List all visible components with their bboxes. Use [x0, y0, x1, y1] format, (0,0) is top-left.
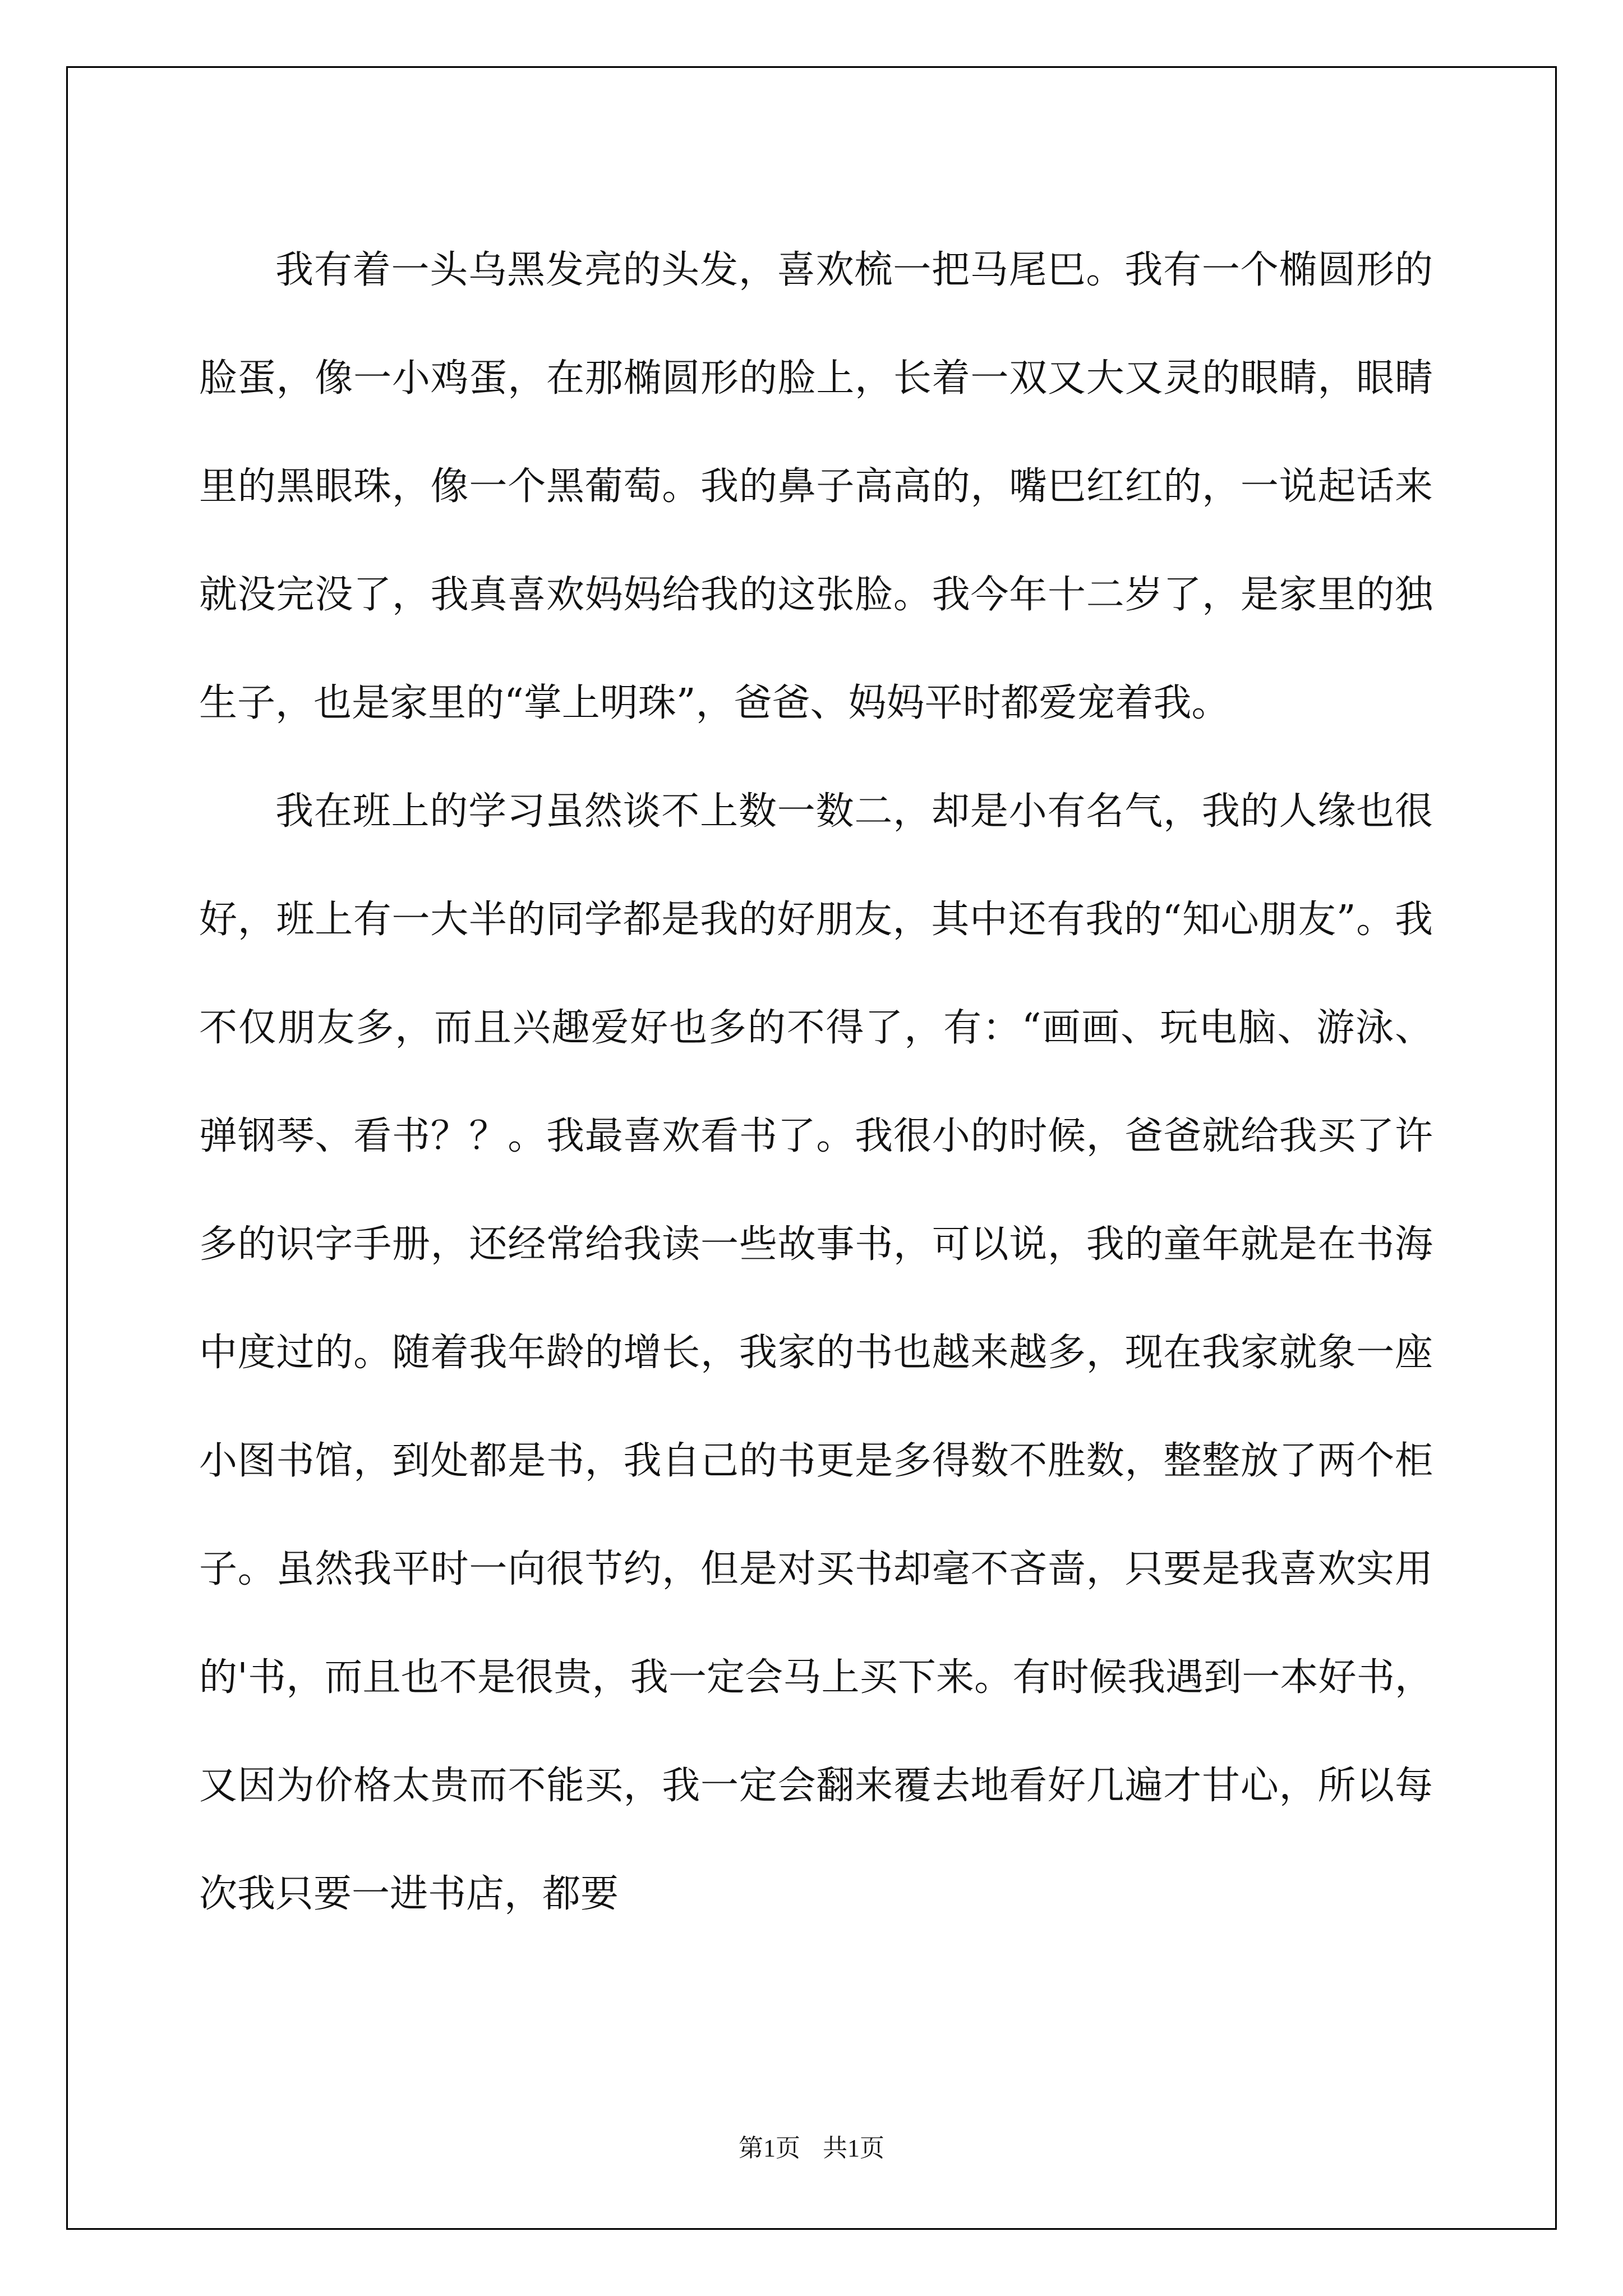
page-total: 共1页 — [823, 2134, 884, 2162]
document-body — [199, 216, 1433, 1948]
page-number: 第1页 — [739, 2134, 800, 2162]
page-footer — [0, 2132, 1623, 2165]
paragraph-1: 我有着一头乌黑发亮的头发，喜欢梳一把马尾巴。我有一个椭圆形的脸蛋，像一小鸡蛋，在那椭圆形的脸上，长着一双又大又灵的眼睛，眼睛里的黑眼珠，像一个黑葡萄。我的鼻子高高的，嘴巴红红的，一说起话来就没完没了，我真喜欢妈妈给我的这张脸。我今年十二岁了，是家里的独生子，也是家里的“掌上明珠”，爸爸、妈妈平时都爱宠着我。 — [199, 248, 1433, 725]
paragraph-2: 我在班上的学习虽然谈不上数一数二，却是小有名气，我的人缘也很好，班上有一大半的同学都是我的好朋友，其中还有我的“知心朋友”。我不仅朋友多，而且兴趣爱好也多的不得了，有：“画画、玩电脑、游泳、弹钢琴、看书？？。我最喜欢看书了。我很小的时候，爸爸就给我买了许多的识字手册，还经常给我读一些故事书，可以说，我的童年就是在书海中度过的。随着我年龄的增长，我家的书也越来越多，现在我家就象一座小图书馆，到处都是书，我自己的书更是多得数不胜数，整整放了两个柜子。虽然我平时一向很节约，但是对买书却毫不吝啬，只要是我喜欢实用的'书，而且也不是很贵，我一定会马上买下来。有时候我遇到一本好书，又因为价格太贵而不能买，我一定会翻来覆去地看好几遍才甘心，所以每次我只要一进书店，都要 — [199, 789, 1433, 1916]
